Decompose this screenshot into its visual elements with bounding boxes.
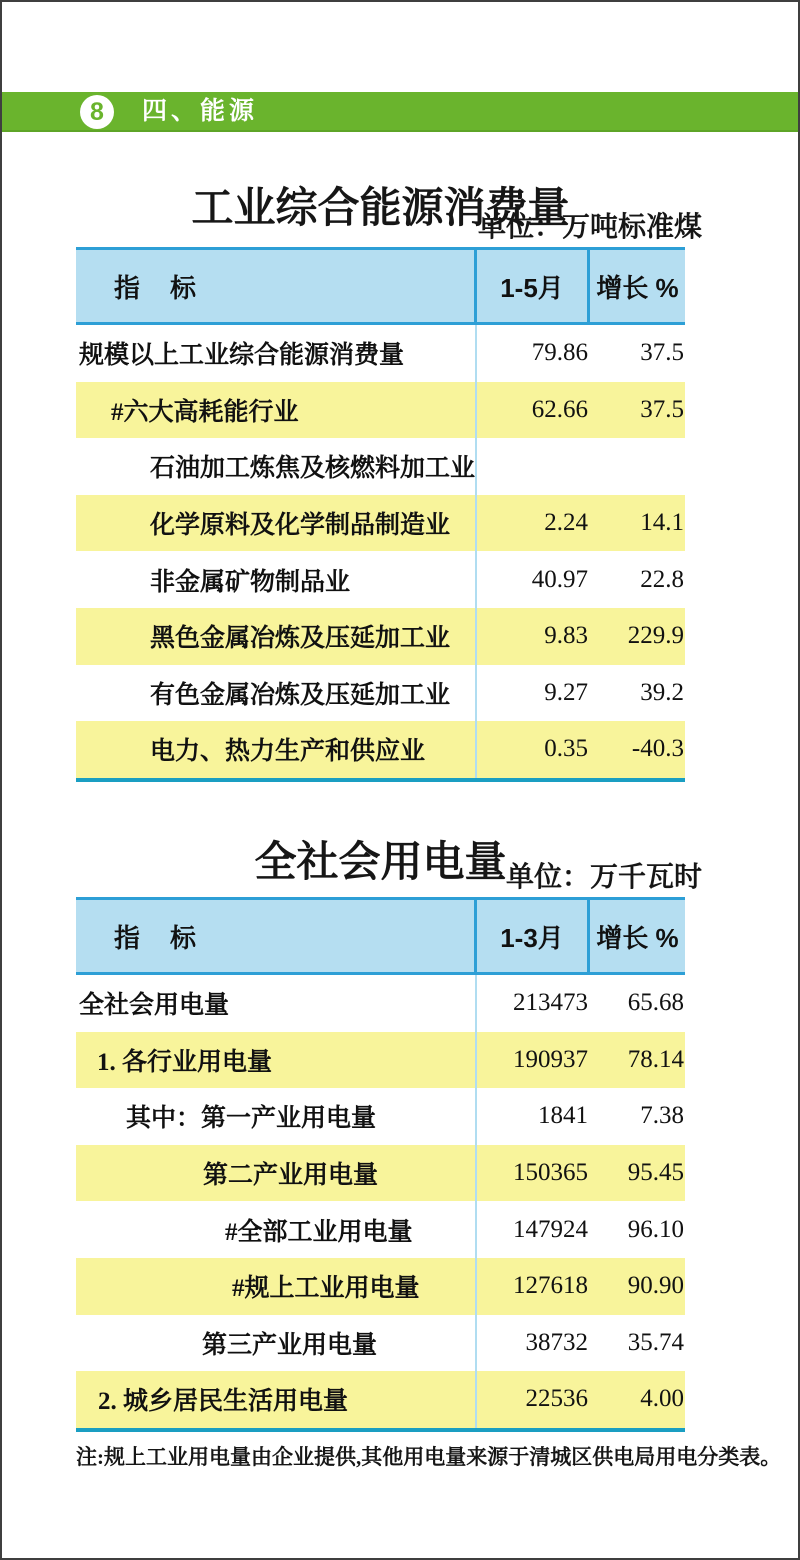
table1-bottom-rule <box>76 778 685 782</box>
row-label: #全部工业用电量 <box>76 1201 477 1258</box>
table-row <box>76 325 685 382</box>
table2-title: 全社会用电量 <box>254 838 507 886</box>
table2-unit: 单位：万千瓦时 <box>505 862 702 893</box>
table1-header-row <box>76 247 685 325</box>
chapter-number: 8 <box>90 97 104 126</box>
table-row <box>76 608 685 665</box>
table2-col-indicator: 指 标 <box>76 900 477 972</box>
table1-col-growth: 增长 % <box>596 272 679 303</box>
row-value: 9.83 <box>544 622 588 650</box>
row-label: 全社会用电量 <box>76 975 477 1032</box>
row-value: 38732 <box>525 1328 588 1356</box>
row-growth: 4.00 <box>640 1385 684 1413</box>
table-row <box>76 721 685 778</box>
table-row <box>76 1088 685 1145</box>
row-value: 2.24 <box>544 509 588 537</box>
table2-col-period: 1-3月 <box>477 900 590 972</box>
table-row <box>76 438 685 495</box>
row-label: 有色金属冶炼及压延加工业 <box>76 665 477 722</box>
row-label: 黑色金属冶炼及压延加工业 <box>76 608 477 665</box>
row-value: 22536 <box>525 1385 588 1413</box>
row-value: 9.27 <box>544 678 588 706</box>
table-row <box>76 1371 685 1428</box>
table-row <box>76 1315 685 1372</box>
row-label: 石油加工炼焦及核燃料加工业 <box>76 438 477 495</box>
row-growth: 96.10 <box>627 1215 684 1243</box>
table-row <box>76 1145 685 1202</box>
row-value: 40.97 <box>531 565 588 593</box>
table2-header-row <box>76 897 685 975</box>
chapter-title: 四、能源 <box>142 97 259 125</box>
row-growth: 90.90 <box>627 1272 684 1300</box>
table-row <box>76 551 685 608</box>
row-label: 化学原料及化学制品制造业 <box>76 495 477 552</box>
table-row <box>76 975 685 1032</box>
row-growth <box>590 438 685 495</box>
row-label: 其中：第一产业用电量 <box>76 1088 477 1145</box>
table1-unit: 单位：万吨标准煤 <box>477 212 702 243</box>
row-value: 147924 <box>513 1215 588 1243</box>
row-label: 1. 各行业用电量 <box>76 1032 477 1089</box>
row-value: 190937 <box>513 1045 588 1073</box>
row-value: 0.35 <box>544 735 588 763</box>
table-row <box>76 665 685 722</box>
table-row <box>76 1258 685 1315</box>
footnote: 注:规上工业用电量由企业提供,其他用电量来源于清城区供电局用电分类表。 <box>76 1445 782 1469</box>
row-label: 第二产业用电量 <box>76 1145 477 1202</box>
table1-title: 工业综合能源消费量 <box>191 184 570 232</box>
row-label: 规模以上工业综合能源消费量 <box>76 325 477 382</box>
row-label: 2. 城乡居民生活用电量 <box>76 1371 477 1428</box>
row-growth: 39.2 <box>640 678 684 706</box>
table-row <box>76 1032 685 1089</box>
table-row <box>76 495 685 552</box>
table-energy-consumption <box>76 247 685 782</box>
row-growth: 35.74 <box>627 1328 684 1356</box>
row-growth: 37.5 <box>640 395 684 423</box>
row-value: 62.66 <box>531 395 588 423</box>
row-growth: 78.14 <box>627 1045 684 1073</box>
row-growth: -40.3 <box>631 735 684 763</box>
row-value: 127618 <box>513 1272 588 1300</box>
row-growth: 229.9 <box>627 622 684 650</box>
row-label: 电力、热力生产和供应业 <box>76 721 477 778</box>
table-row <box>76 1201 685 1258</box>
row-growth: 14.1 <box>640 509 684 537</box>
row-growth: 22.8 <box>640 565 684 593</box>
table1-col-period: 1-5月 <box>477 250 590 322</box>
row-value: 213473 <box>513 989 588 1017</box>
table-row <box>76 382 685 439</box>
row-growth: 95.45 <box>627 1159 684 1187</box>
table2-col-growth: 增长 % <box>596 922 679 953</box>
row-value: 150365 <box>513 1159 588 1187</box>
row-label: 第三产业用电量 <box>76 1315 477 1372</box>
row-value: 79.86 <box>531 339 588 367</box>
table2-bottom-rule <box>76 1428 685 1432</box>
row-value: 1841 <box>538 1102 588 1130</box>
row-label: #规上工业用电量 <box>76 1258 477 1315</box>
chapter-number-badge <box>80 95 114 129</box>
table-electricity <box>76 897 685 1432</box>
row-growth: 37.5 <box>640 339 684 367</box>
row-label: #六大高耗能行业 <box>76 382 477 439</box>
row-growth: 7.38 <box>640 1102 684 1130</box>
table1-col-indicator: 指 标 <box>76 250 477 322</box>
row-label: 非金属矿物制品业 <box>76 551 477 608</box>
row-value <box>477 438 590 495</box>
row-growth: 65.68 <box>627 989 684 1017</box>
chapter-header-bar <box>2 92 798 132</box>
